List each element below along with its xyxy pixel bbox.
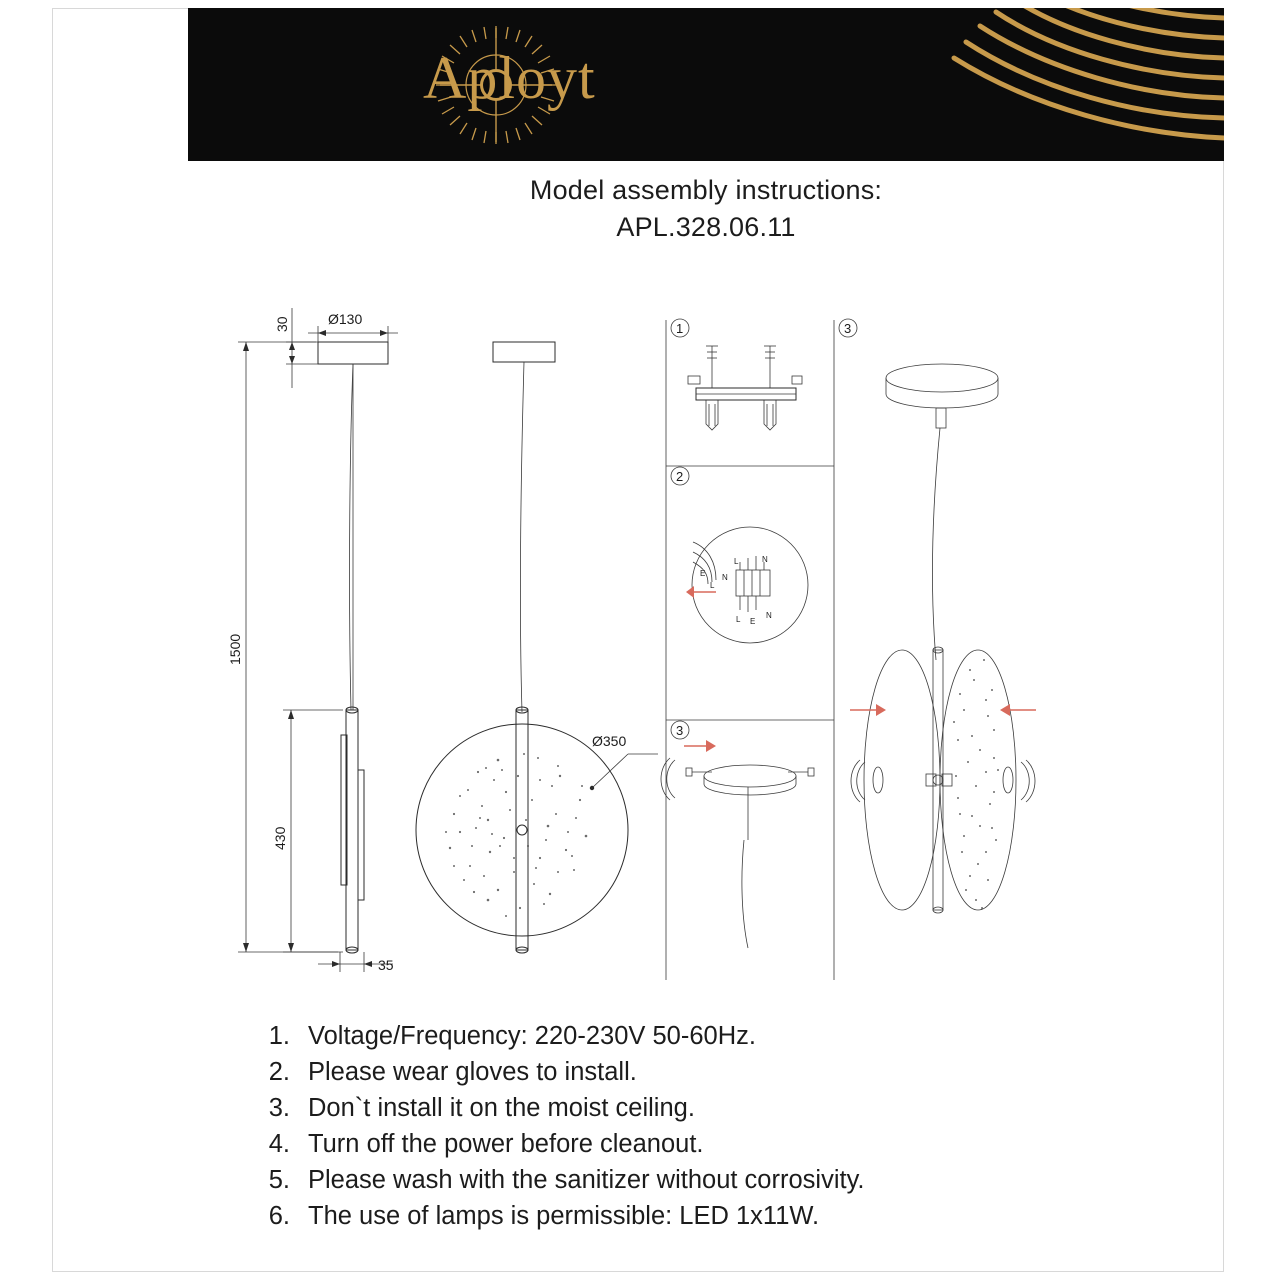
dim-fixture-depth-text: 35 <box>378 957 394 973</box>
dim-shade-diameter <box>590 733 658 790</box>
note-text: Don`t install it on the moist ceiling. <box>308 1094 695 1122</box>
list-item <box>250 1090 1150 1126</box>
svg-text:N: N <box>762 555 768 564</box>
model-code: APL.328.06.11 <box>616 212 796 242</box>
dim-cup-height <box>274 308 318 388</box>
dim-cup-diameter <box>308 311 398 342</box>
step-3-right-diagram <box>839 319 1036 913</box>
list-item <box>250 1198 1150 1234</box>
safety-notes-list <box>250 1018 1150 1234</box>
dim-fixture-height-text: 430 <box>272 826 288 850</box>
list-item <box>250 1054 1150 1090</box>
list-item <box>250 1126 1150 1162</box>
fan-rays-icon <box>704 8 1224 161</box>
svg-text:L: L <box>734 557 739 566</box>
note-number: 3. <box>268 1094 290 1122</box>
note-number: 4. <box>268 1130 290 1158</box>
note-number: 1. <box>268 1022 290 1050</box>
technical-drawing <box>188 280 1224 1000</box>
step-3-left-diagram <box>661 721 814 948</box>
dim-total-drop-text: 1500 <box>227 633 243 665</box>
note-text: Voltage/Frequency: 220-230V 50-60Hz. <box>308 1022 756 1050</box>
dim-cup-diameter-text: Ø130 <box>328 311 363 327</box>
step-1-diagram <box>671 319 802 430</box>
dim-cup-height-text: 30 <box>274 316 290 332</box>
dim-fixture-height <box>272 710 343 952</box>
dim-shade-diameter-text: Ø350 <box>592 733 627 749</box>
title-block <box>188 175 1224 243</box>
note-text: Please wear gloves to install. <box>308 1058 637 1086</box>
step-3b-number: 3 <box>844 321 852 336</box>
brand-name: Aployt <box>423 45 596 111</box>
svg-text:N: N <box>722 573 728 582</box>
note-number: 5. <box>268 1166 290 1194</box>
list-item <box>250 1018 1150 1054</box>
center-elevation <box>416 342 628 953</box>
note-text: Turn off the power before cleanout. <box>308 1130 704 1158</box>
left-elevation <box>318 342 388 953</box>
note-text: The use of lamps is permissible: LED 1x11W. <box>308 1202 820 1230</box>
step-2-number: 2 <box>676 469 684 484</box>
dim-total-drop <box>227 342 338 952</box>
step-3-number: 3 <box>676 723 684 738</box>
list-item <box>250 1162 1150 1198</box>
brand-banner <box>188 8 1224 161</box>
step-2-diagram <box>671 467 808 643</box>
svg-text:L: L <box>736 615 741 624</box>
note-text: Please wash with the sanitizer without corrosivity. <box>308 1166 865 1194</box>
step-1-number: 1 <box>676 321 684 336</box>
svg-text:E: E <box>700 569 706 578</box>
svg-text:N: N <box>766 611 772 620</box>
page-title: Model assembly instructions: <box>529 175 883 205</box>
svg-text:L: L <box>710 581 715 590</box>
svg-text:E: E <box>750 617 756 626</box>
dim-fixture-depth <box>318 952 394 973</box>
note-number: 2. <box>268 1058 290 1086</box>
note-number: 6. <box>268 1202 290 1230</box>
